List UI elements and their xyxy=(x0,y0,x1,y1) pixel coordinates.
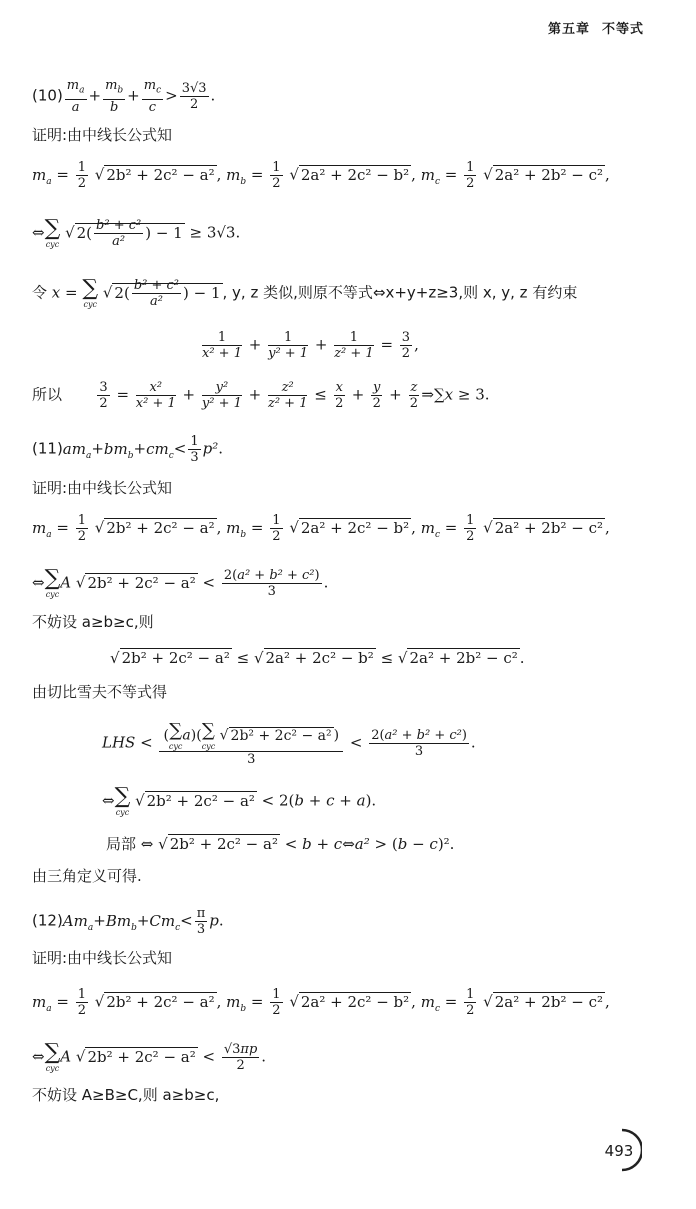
item-12: $(12)Am_a+Bm_b+Cm_c<$ $\frac{\pi}{3}$ p. xyxy=(32,906,224,937)
proof-heading-3: 证明:由中线长公式知 xyxy=(32,949,173,967)
equiv-sum-2: ⇔ ∑ cyc A √ 2b² + 2c² − a² < $\frac{\text{2(a² + b² + c²)}}{3}$ . xyxy=(32,566,329,599)
item-label: (10) xyxy=(32,86,63,105)
page-number: 493 xyxy=(604,1142,634,1160)
median-formula-1: $m_a$ = $\frac{1}{2}$ √ 2b² + 2c² − a² , $m_b$ = $\frac{1}{2}$ √ 2a² + 2c² − b² , $m_c$ = $\frac{1}{2}$ √ 2a² + 2b² − c² , xyxy=(32,160,610,191)
constraint: $\frac{1}{\text{x² + 1}}$ + $\frac{1}{\text{y² + 1}}$ + $\frac{1}{\text{z² + 1}}$ = $\frac{3}{2}$ , xyxy=(202,330,419,361)
proof-heading-1: 证明:由中线长公式知 xyxy=(32,126,173,144)
ordering-1: √ 2b² + 2c² − a² ≤ √ 2a² + 2c² − b² ≤ √ 2a² + 2b² − c² . xyxy=(110,649,525,667)
equiv-sum-4: ⇔ ∑ cyc A √ 2b² + 2c² − a² < $\frac{√3\pi p}{2}$ . xyxy=(32,1040,267,1073)
so-line: 所以 $\frac{3}{2}$ = $\frac{\text{x²}}{\text{x² + 1}}$ + $\frac{\text{y²}}{\text{y² + 1}}$ + $\frac{\text{z²}}{\text{z² + 1}}$ ≤ $\frac{x}{2}$ + $\frac{y}{2}$ + $\frac{z}{2}$ ⇒∑x ≥ 3. xyxy=(32,380,490,411)
equiv-sum-3: ⇔ ∑ cyc √ 2b² + 2c² − a² < 2(b + c + a). xyxy=(102,784,377,817)
median-formula-2: $m_a$ = $\frac{1}{2}$ √ 2b² + 2c² − a² , $m_b$ = $\frac{1}{2}$ √ 2a² + 2c² − b² , $m_c$ = $\frac{1}{2}$ √ 2a² + 2b² − c² , xyxy=(32,513,610,544)
chapter-label: 第五章 xyxy=(547,22,590,37)
radicand-c: 2a² + 2b² − c² xyxy=(494,165,603,184)
assume-2: 不妨设 A≥B≥C,则 a≥b≥c, xyxy=(32,1086,220,1104)
frac-num: 3√3 xyxy=(181,80,207,96)
item-11: $(11)am_a+bm_b+cm_c<$ $\frac{1}{3}$ p². xyxy=(32,434,224,465)
radicand-a: 2b² + 2c² − a² xyxy=(106,165,215,184)
chapter-title: 不等式 xyxy=(601,22,644,37)
median-formula-3: $m_a$ = $\frac{1}{2}$ √ 2b² + 2c² − a² , $m_b$ = $\frac{1}{2}$ √ 2a² + 2c² − b² , $m_c$ = $\frac{1}{2}$ √ 2a² + 2b² − c² , xyxy=(32,987,610,1018)
lhs-ineq: LHS < ( ∑ cyc a)( ∑ cyc √ 2b² + 2c² − a² ) 3 < $\frac{\text{2(a² + b² + c²)}}{3}$ . xyxy=(102,720,476,767)
equiv-sum-1: ⇔ ∑ cyc √ 2( $\frac{\text{b² + c²}}{\text{a²}}$ ) − 1 ≥ 3√3. xyxy=(32,216,241,249)
item-10: (10) $\frac{m_a}{a}$ + $\frac{m_b}{b}$ + $\frac{m_c}{c}$ > $\frac{3√3}{2}$ . xyxy=(32,78,216,115)
running-header xyxy=(548,18,644,37)
local-line: 局部 ⇔ √ 2b² + 2c² − a² < b + c⇔a² > (b − c)². xyxy=(106,835,455,853)
chebyshev-heading: 由切比雪夫不等式得 xyxy=(32,683,168,701)
assume-1: 不妨设 a≥b≥c,则 xyxy=(32,613,154,631)
frac-den: 2 xyxy=(189,96,199,112)
let-x: 令 x = ∑ cyc √ 2( $\frac{\text{b² + c²}}{\text{a²}}$ ) − 1 , y, z 类似,则原不等式⇔x+y+z≥3,则 x, y, z 有约束 xyxy=(32,276,578,309)
triangle-def: 由三角定义可得. xyxy=(32,867,142,885)
radicand-b: 2a² + 2c² − b² xyxy=(300,165,410,184)
proof-heading-2: 证明:由中线长公式知 xyxy=(32,479,173,497)
